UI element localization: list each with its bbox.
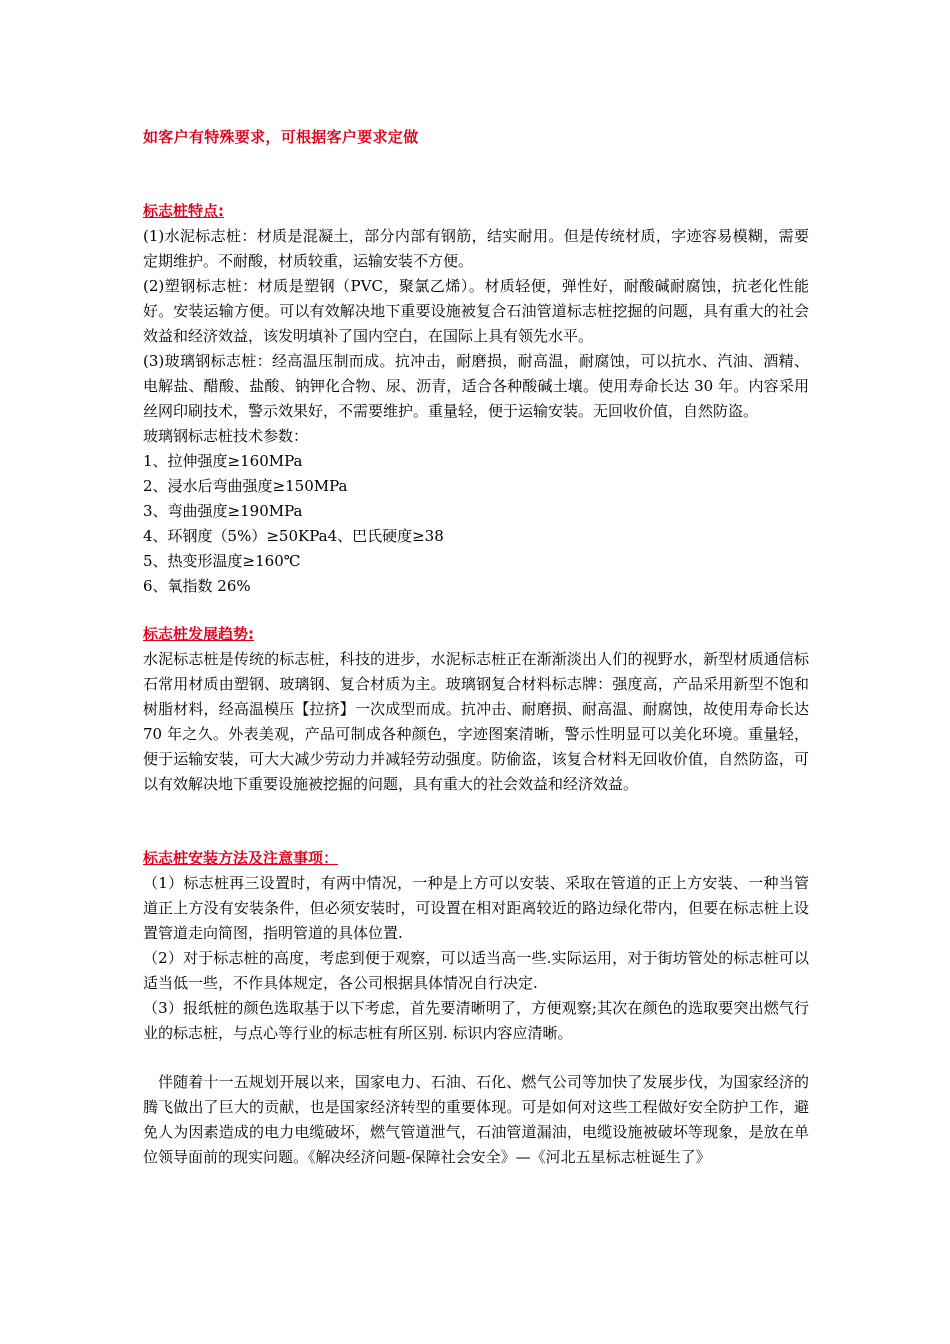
install-section: [143, 846, 809, 1046]
feature-plastic-steel: (2)塑钢标志桩：材质是塑钢（PVC，聚氯乙烯）。材质轻便，弹性好，耐酸碱耐腐蚀，抗老化性能好。安装运输方便。可以有效解决地下重要设施被复合石油管道标志桩挖掘的问题，具有重大的社会效益和经济效益，该发明填补了国内空白，在国际上具有领先水平。: [143, 277, 809, 345]
trend-section: [143, 622, 809, 797]
features-heading: 标志桩特点:: [143, 202, 224, 220]
feature-cement: (1)水泥标志桩：材质是混凝土，部分内部有钢筋，结实耐用。但是传统材质，字迹容易模糊，需要定期维护。不耐酸，材质较重，运输安装不方便。: [143, 227, 809, 270]
closing-paragraph: 伴随着十一五规划开展以来，国家电力、石油、石化、燃气公司等加快了发展步伐，为国家经济的腾飞做出了巨大的贡献，也是国家经济转型的重要体现。可是如何对这些工程做好安全防护工作，避免人为因素造成的电力电缆破坏，燃气管道泄气，石油管道漏油，电缆设施被破坏等现象，是放在单位领导面前的现实问题。《解决经济问题-保障社会安全》—《河北五星标志桩诞生了》: [143, 1073, 809, 1166]
param-item: 3、弯曲强度≥190MPa: [143, 502, 303, 520]
param-item: 6、氧指数 26%: [143, 577, 251, 595]
install-item-1: （1）标志桩再三设置时，有两中情况，一种是上方可以安装、采取在管道的正上方安装、一种当管道正上方没有安装条件，但必须安装时，可设置在相对距离较近的路边绿化带内，但要在标志桩上设置管道走向简图，指明管道的具体位置.: [143, 874, 809, 942]
closing-section: [143, 1070, 809, 1170]
install-heading: 标志桩安装方法及注意事项：: [143, 849, 339, 867]
install-item-2: （2）对于标志桩的高度，考虑到便于观察，可以适当高一些.实际运用，对于街坊管处的标志桩可以适当低一些，不作具体规定，各公司根据具体情况自行决定.: [143, 949, 809, 992]
params-title: 玻璃钢标志桩技术参数：: [143, 427, 309, 445]
trend-text: 水泥标志桩是传统的标志桩，科技的进步，水泥标志桩正在渐渐淡出人们的视野水，新型材质通信标石常用材质由塑钢、玻璃钢、复合材质为主。玻璃钢复合材料标志牌：强度高，产品采用新型不饱和树脂材料，经高温模压【拉挤】一次成型而成。抗冲击、耐磨损、耐高温、耐腐蚀，故使用寿命长达 70 年之久。外表美观，产品可制成各种颜色，字迹图案清晰，警示性明显可以美化环境。重量轻，便于运输安装，可大大减少劳动力并减轻劳动强度。防偷盗，该复合材料无回收价值，自然防盗，可以有效解决地下重要设施被挖掘的问题，具有重大的社会效益和经济效益。: [143, 650, 809, 793]
install-item-3: （3）报纸桩的颜色选取基于以下考虑，首先要清晰明了，方便观察;其次在颜色的选取要突出燃气行业的标志桩，与点心等行业的标志桩有所区别. 标识内容应清晰。: [143, 999, 809, 1042]
custom-order-notice: 如客户有特殊要求，可根据客户要求定做: [143, 128, 419, 146]
feature-fiberglass: (3)玻璃钢标志桩：经高温压制而成。抗冲击，耐磨损，耐高温，耐腐蚀，可以抗水、汽油、酒精、电解盐、醋酸、盐酸、钠钾化合物、尿、沥青，适合各种酸碱土壤。使用寿命长达 30 年。内容采用丝网印刷技术，警示效果好，不需要维护。重量轻，便于运输安装。无回收价值，自然防盗。: [143, 352, 809, 420]
features-section: [143, 199, 809, 599]
param-item: 1、拉伸强度≥160MPa: [143, 452, 303, 470]
trend-heading: 标志桩发展趋势:: [143, 625, 254, 643]
param-item: 4、环钢度（5%）≥50KPa4、巴氏硬度≥38: [143, 527, 444, 545]
param-item: 2、浸水后弯曲强度≥150MPa: [143, 477, 348, 495]
param-item: 5、热变形温度≥160℃: [143, 552, 301, 570]
